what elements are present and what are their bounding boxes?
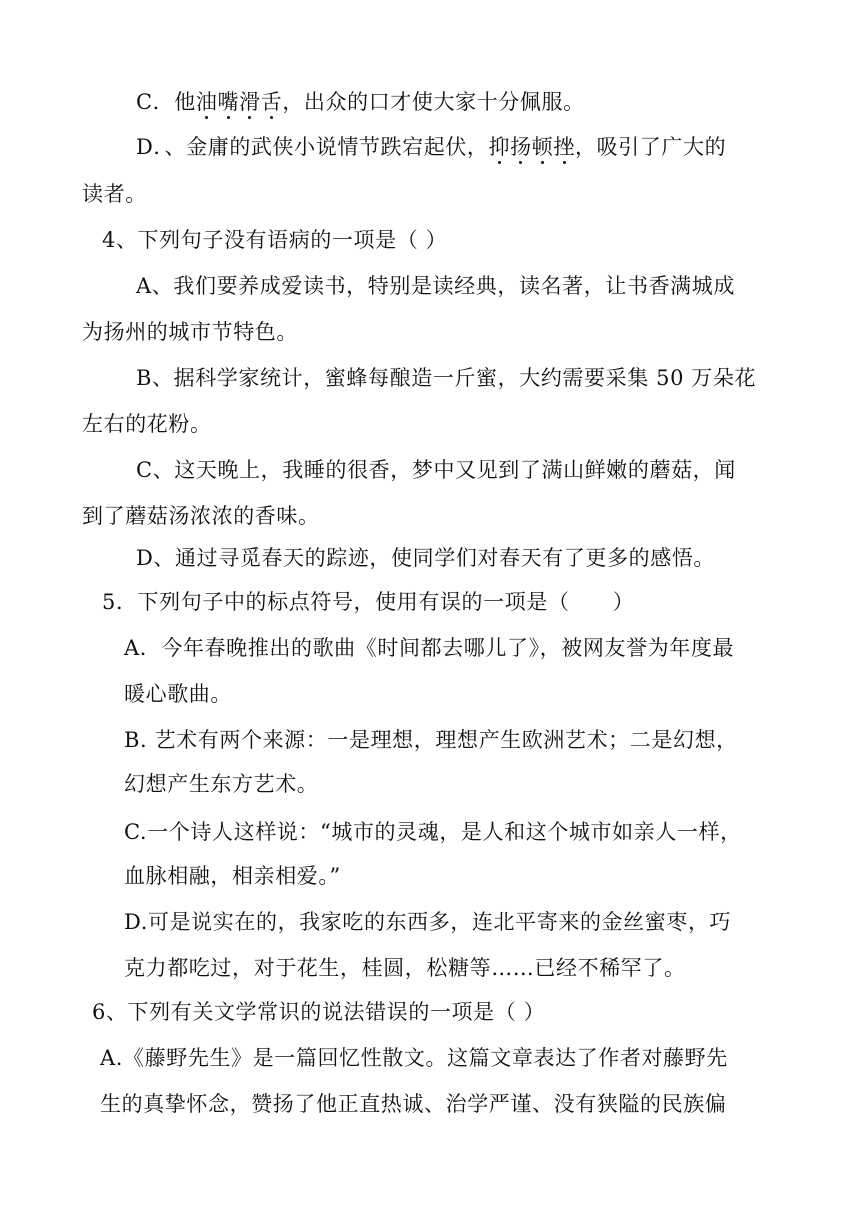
q5-option-a-line2: 暖心歌曲。 <box>124 682 232 706</box>
q3-option-d-line2: 读者。 <box>82 182 147 206</box>
q4-option-a-line1: A、我们要养成爱读书，特别是读经典，读名著，让书香满城成 <box>136 274 735 298</box>
q3-option-c-dotted <box>196 90 282 114</box>
q4-option-b-line2: 左右的花粉。 <box>82 412 212 436</box>
q4-option-b-line1: B、据科学家统计，蜜蜂每酿造一斤蜜，大约需要采集 50 万朵花 <box>136 366 757 390</box>
q5-option-c-line1: C.一个诗人这样说：“城市的灵魂，是人和这个城市如亲人一样， <box>124 820 742 844</box>
q3-option-d-prefix: D．、金庸的武侠小说情节跌宕起伏， <box>136 135 489 159</box>
q4-option-c-line2: 到了蘑菇汤浓浓的香味。 <box>82 504 320 528</box>
q5-option-b-line1: B. 艺术有两个来源：一是理想，理想产生欧洲艺术；二是幻想， <box>124 728 738 752</box>
q3-option-d-suffix: ，吸引了广大的 <box>574 135 727 159</box>
q3-option-c-suffix: ，出众的口才使大家十分佩服。 <box>282 90 585 114</box>
q5-option-a-line1: A．今年春晚推出的歌曲《时间都去哪儿了》，被网友誉为年度最 <box>124 636 735 660</box>
emphasis-dotted-char: 油 <box>195 90 218 114</box>
q3-option-c-prefix: C．他 <box>136 90 196 114</box>
emphasis-dotted-char: 挫 <box>553 135 575 159</box>
q5-option-d-line2: 克力都吃过，对于花生，桂圆，松糖等……已经不稀罕了。 <box>124 956 686 980</box>
q3-option-c <box>136 88 585 116</box>
q5-stem: 5．下列句子中的标点符号，使用有误的一项是（ ） <box>102 590 635 614</box>
q6-option-a-line1: A.《藤野先生》是一篇回忆性散文。这篇文章表达了作者对藤野先 <box>100 1046 728 1070</box>
q6-stem: 6、下列有关文学常识的说法错误的一项是（ ） <box>92 1000 546 1024</box>
emphasis-dotted-char: 滑 <box>239 90 261 114</box>
emphasis-dotted-char: 抑 <box>488 135 511 159</box>
q6-option-a-line2: 生的真挚怀念，赞扬了他正直热诚、治学严谨、没有狭隘的民族偏 <box>100 1092 727 1116</box>
q5-option-b-line2: 幻想产生东方艺术。 <box>124 772 319 796</box>
emphasis-dotted-char: 顿 <box>531 135 554 159</box>
q3-option-d <box>136 133 726 161</box>
emphasis-dotted-char: 嘴 <box>217 90 240 114</box>
q4-option-d-line1: D、通过寻觅春天的踪迹，使同学们对春天有了更多的感悟。 <box>136 546 716 570</box>
q5-option-c-line2: 血脉相融，相亲相爱。” <box>124 864 341 888</box>
q4-stem: 4、下列句子没有语病的一项是（ ） <box>102 228 448 252</box>
emphasis-dotted-char: 舌 <box>260 90 283 114</box>
q5-option-d-line1: D.可是说实在的，我家吃的东西多，连北平寄来的金丝蜜枣，巧 <box>124 910 732 934</box>
emphasis-dotted-char: 扬 <box>510 135 532 159</box>
q4-option-c-line1: C、这天晚上，我睡的很香，梦中又见到了满山鲜嫩的蘑菇，闻 <box>136 458 736 482</box>
q3-option-d-dotted <box>489 135 575 159</box>
q4-option-a-line2: 为扬州的城市节特色。 <box>82 320 298 344</box>
